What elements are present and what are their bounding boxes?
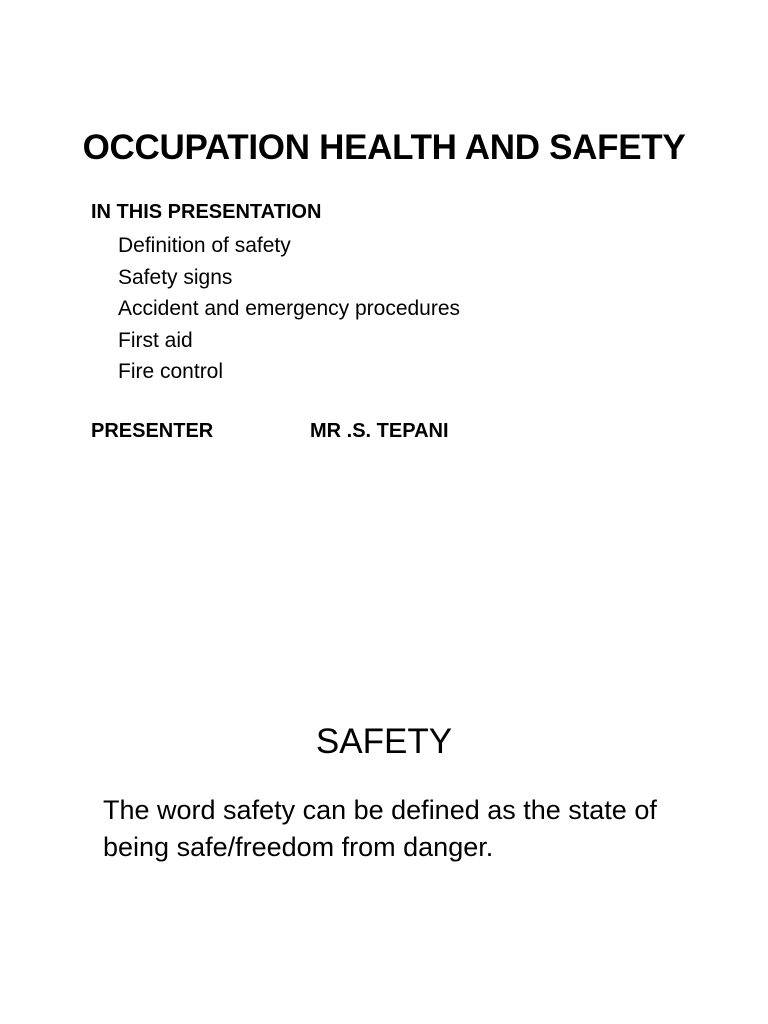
list-item: Fire control bbox=[118, 360, 224, 383]
slide-title: SAFETY bbox=[315, 722, 453, 761]
topic-list bbox=[118, 230, 460, 388]
definition-text: The word safety can be defined as the state of being safe/freedom from danger. bbox=[103, 795, 657, 862]
section-heading: IN THIS PRESENTATION bbox=[91, 201, 322, 223]
list-item: Accident and emergency procedures bbox=[118, 297, 461, 320]
slide-title: OCCUPATION HEALTH AND SAFETY bbox=[82, 128, 686, 167]
presenter-label: PRESENTER bbox=[91, 420, 214, 442]
list-item: First aid bbox=[118, 328, 193, 352]
presenter-name: MR .S. TEPANI bbox=[310, 420, 449, 442]
list-item: Safety signs bbox=[118, 265, 233, 289]
list-item: Definition of safety bbox=[118, 234, 291, 257]
slide-2 bbox=[0, 512, 768, 1024]
